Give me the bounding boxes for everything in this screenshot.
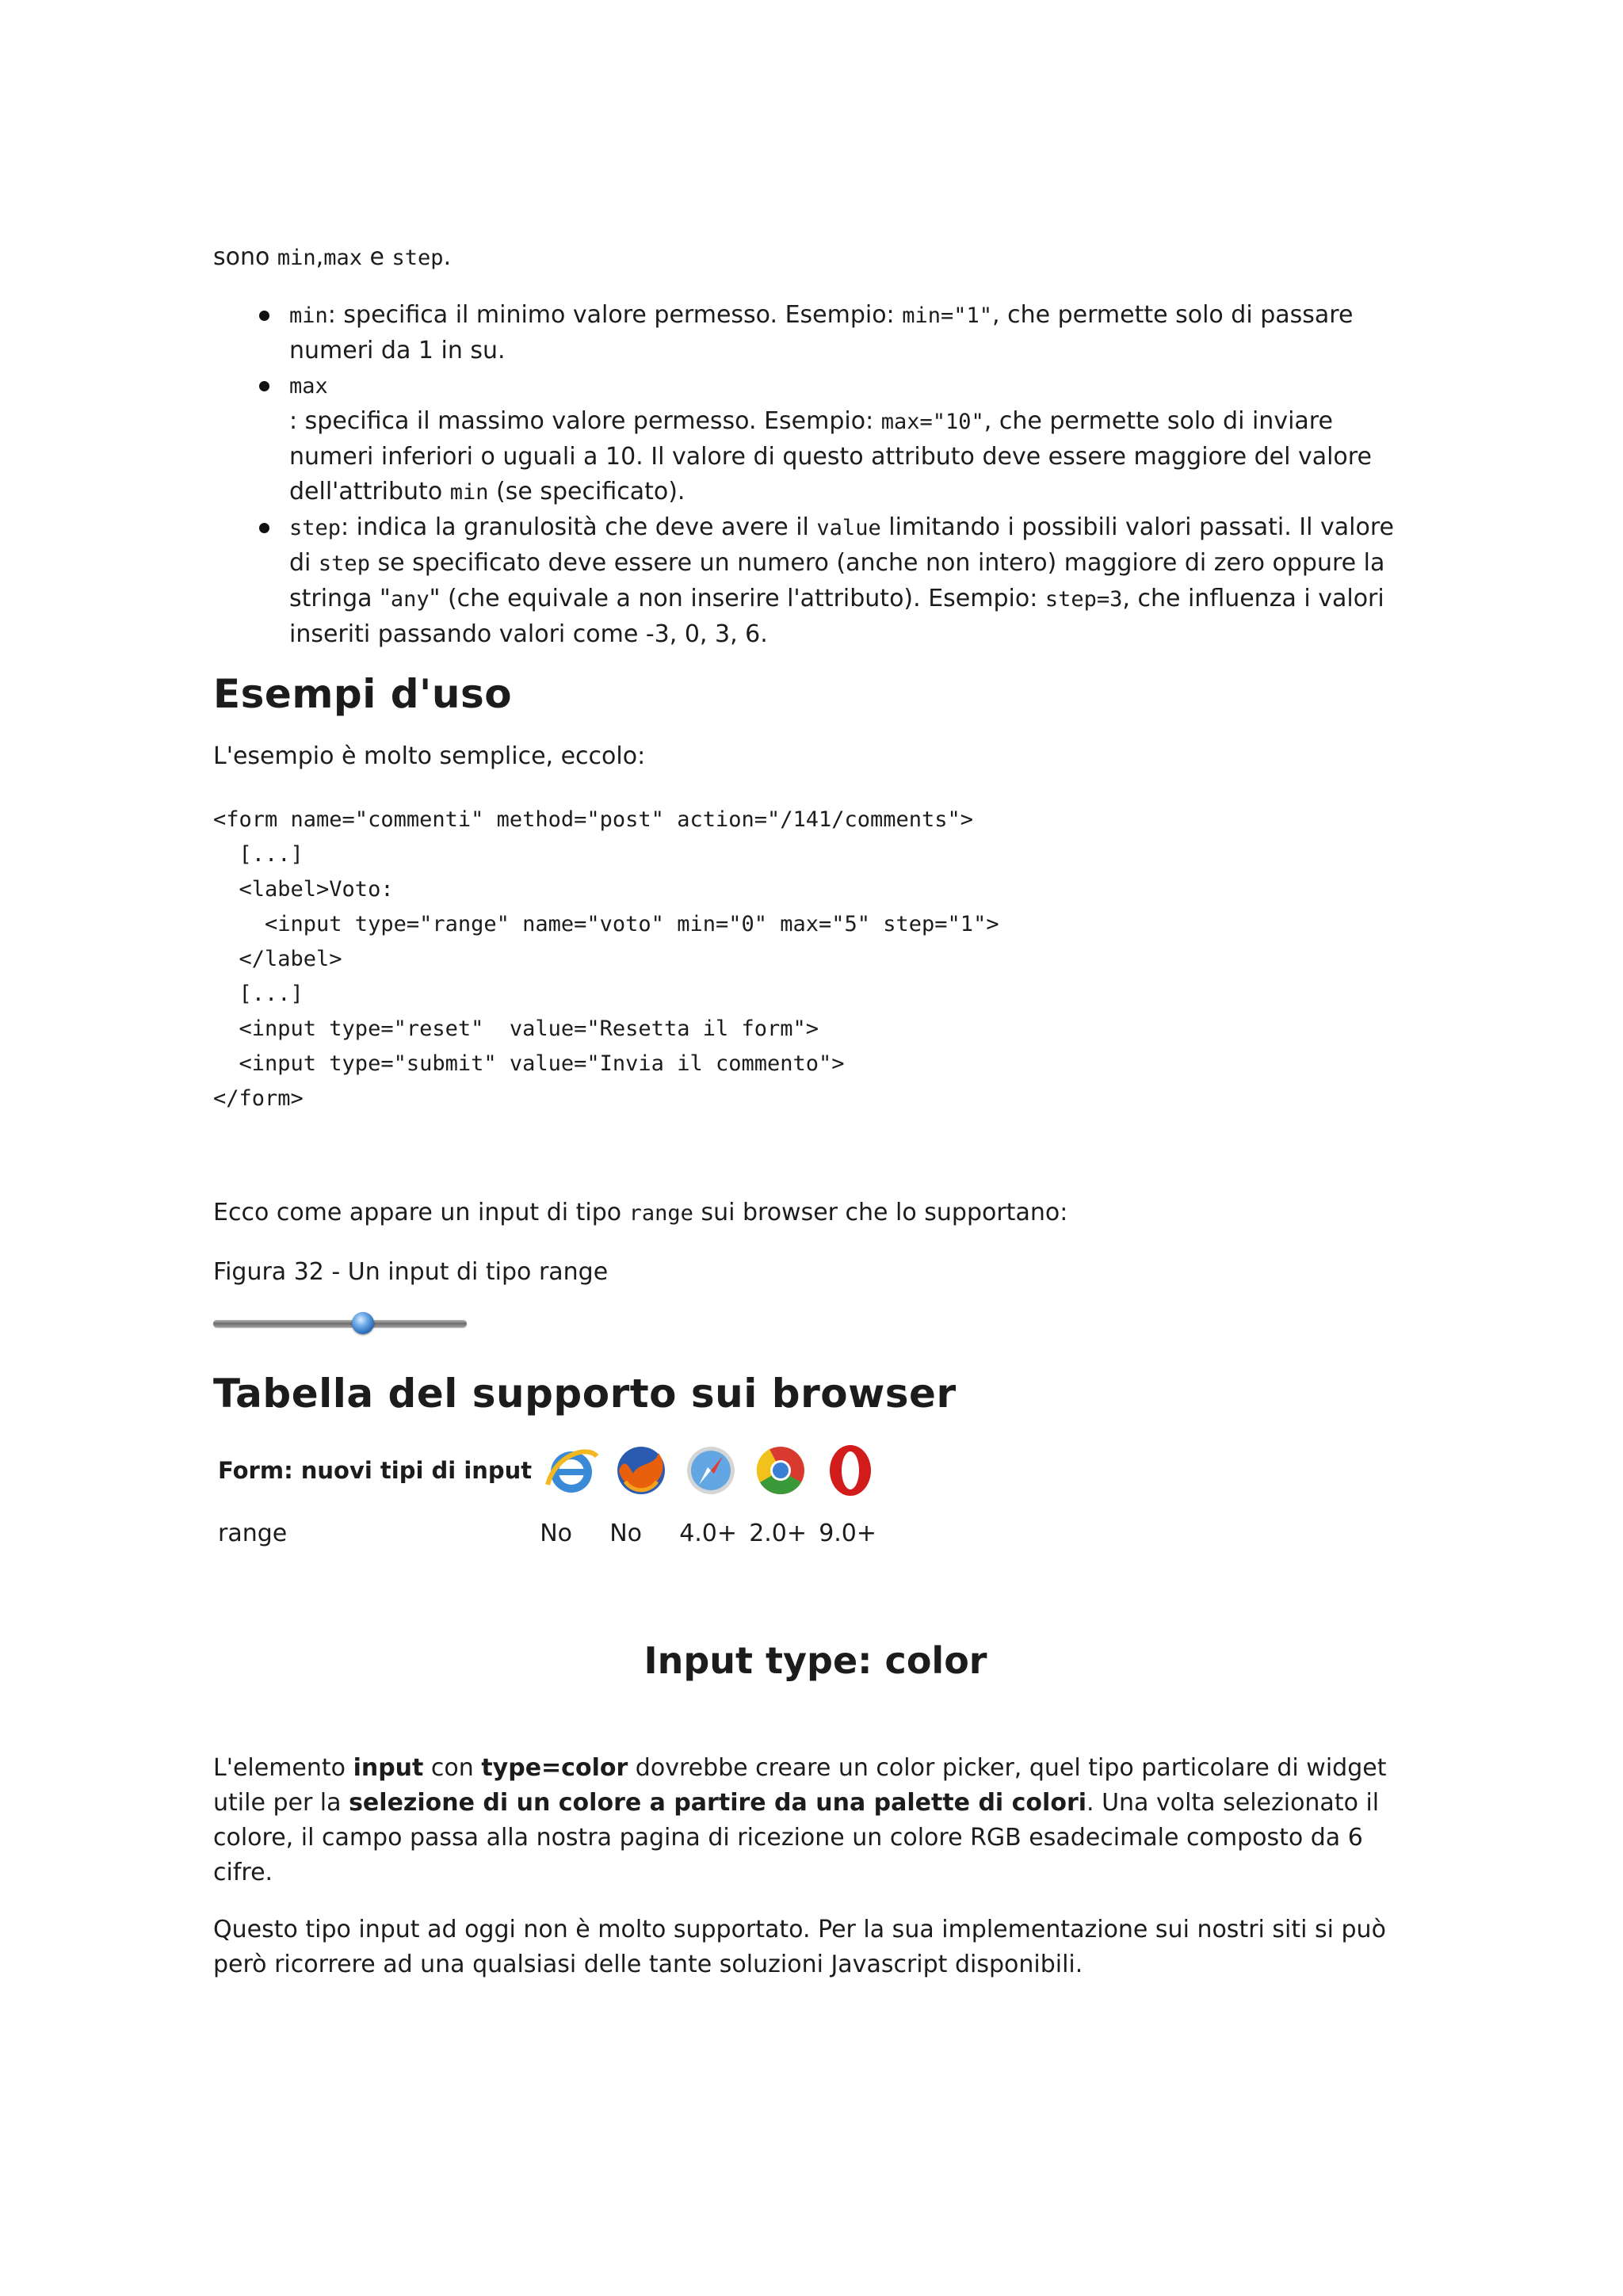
browser-cell: [746, 1439, 815, 1502]
code-line: <input type="submit" value="Invia il commento">: [239, 1051, 845, 1076]
text-fragment: . Una volta selezionato il colore, il campo passa alla nostra pagina di ricezione un colore RGB esadecimale composto da 6 cifre.: [213, 1789, 1380, 1886]
bullet-text: : specifica il massimo valore permesso. Esempio:: [289, 407, 881, 435]
bullet-text: , che permette solo di inviare numeri inferiori o uguali a 10. Il valore di questo attributo deve essere maggiore del valore dell'attributo: [289, 407, 1372, 505]
appear-text-b: sui browser che lo supportano:: [693, 1199, 1068, 1226]
code-line: <form name="commenti" method="post" action="/141/comments">: [213, 807, 974, 832]
browser-cell: [537, 1439, 606, 1502]
bullet-text: , che permette solo di passare numeri da 1 in su.: [289, 301, 1354, 364]
bullet-code: step: [289, 516, 342, 540]
list-item-min: [213, 298, 1418, 368]
bullet-text: : indica la granulosità che deve avere il: [341, 513, 817, 541]
text-fragment: L'elemento: [213, 1754, 353, 1782]
attribute-list: [213, 298, 1418, 652]
bullet-text: , che influenza i valori inseriti passando valori come -3, 0, 3, 6.: [289, 585, 1384, 648]
bullet-text: limitando i possibili valori passati. Il valore di: [289, 513, 1394, 577]
appear-text: [213, 1196, 1418, 1231]
chrome-icon: [749, 1439, 812, 1502]
bullet-code: min: [289, 303, 328, 328]
browser-cell: [815, 1439, 885, 1502]
section-heading-color: Input type: color: [643, 1639, 987, 1682]
intro-period: .: [443, 243, 452, 271]
bullet-text: : specifica il minimo valore permesso. Esempio:: [327, 301, 903, 329]
firefox-icon: [609, 1439, 673, 1502]
code-block: [213, 803, 1418, 1116]
intro-conj: e: [362, 243, 392, 271]
bullet-example: max="10": [880, 410, 984, 434]
internet-explorer-icon: [540, 1439, 603, 1502]
code-max: max: [323, 246, 362, 270]
appear-text-a: Ecco come appare un input di tipo: [213, 1199, 629, 1226]
bullet-code: step: [318, 551, 370, 576]
code-line: [...]: [239, 842, 304, 867]
browser-cell: [676, 1439, 746, 1502]
code-step: step: [391, 246, 444, 270]
bullet-code: max: [289, 374, 328, 399]
bullet-text: (se specificato).: [488, 478, 685, 505]
code-line: <input type="range" name="voto" min="0" max="5" step="1">: [265, 912, 999, 936]
content-column: [213, 240, 1418, 1982]
bullet-code: value: [816, 516, 881, 540]
bold-fragment: type=color: [481, 1754, 628, 1782]
code-line: </form>: [213, 1086, 304, 1111]
support-value-safari: 4.0+: [679, 1520, 738, 1547]
bullet-example: min="1": [902, 303, 993, 328]
support-value-ie: No: [540, 1520, 572, 1547]
color-paragraph-2: Questo tipo input ad oggi non è molto supportato. Per la sua implementazione sui nostri siti si può però ricorrere ad una qualsiasi delle tante soluzioni Javascript disponibili.: [213, 1916, 1386, 1978]
intro-comma: ,: [315, 243, 324, 271]
color-paragraph-1: [213, 1751, 1418, 1890]
browser-cell: [606, 1439, 676, 1502]
support-value-opera: 9.0+: [819, 1520, 877, 1547]
bullet-code: any: [390, 587, 430, 612]
slider-track[interactable]: [213, 1320, 467, 1327]
text-fragment: con: [423, 1754, 482, 1782]
range-slider[interactable]: [213, 1312, 467, 1336]
code-line: </label>: [239, 947, 342, 971]
support-table: [213, 1439, 885, 1551]
bold-fragment: selezione di un colore a partire da una palette di colori: [349, 1789, 1087, 1817]
bullet-text: " (che equivale a non inserire l'attributo). Esempio:: [429, 585, 1045, 612]
code-min: min: [277, 246, 316, 270]
support-header-label: Form: nuovi tipi di input: [218, 1457, 533, 1484]
slider-thumb[interactable]: [352, 1312, 374, 1334]
list-item-step: [213, 510, 1418, 652]
support-value-firefox: No: [609, 1520, 642, 1547]
list-item-max: [213, 368, 1418, 510]
figure-caption: Figura 32 - Un input di tipo range: [213, 1258, 609, 1286]
opera-icon: [819, 1439, 882, 1502]
support-header-row: [213, 1439, 885, 1502]
code-line: [...]: [239, 982, 304, 1006]
appear-code: range: [628, 1201, 693, 1226]
safari-icon: [679, 1439, 743, 1502]
text-fragment: dovrebbe creare un color picker, quel tipo particolare di widget utile per la: [213, 1754, 1387, 1817]
section-heading-support: Tabella del supporto sui browser: [213, 1371, 957, 1417]
code-line: <label>Voto:: [239, 877, 394, 902]
intro-prefix: sono: [213, 243, 277, 271]
support-row-label: range: [218, 1520, 288, 1547]
usage-lead: L'esempio è molto semplice, eccolo:: [213, 742, 646, 770]
bullet-code: min: [449, 480, 489, 505]
support-row-range: [213, 1502, 885, 1551]
code-line: <input type="reset" value="Resetta il form">: [239, 1016, 819, 1041]
intro-line: [213, 240, 1418, 276]
bold-fragment: input: [353, 1754, 424, 1782]
section-heading-usage: Esempi d'uso: [213, 671, 513, 717]
bullet-code: step=3: [1044, 587, 1123, 612]
support-value-chrome: 2.0+: [749, 1520, 808, 1547]
bullet-text: se specificato deve essere un numero (anche non intero) maggiore di zero oppure la stringa ": [289, 549, 1385, 612]
